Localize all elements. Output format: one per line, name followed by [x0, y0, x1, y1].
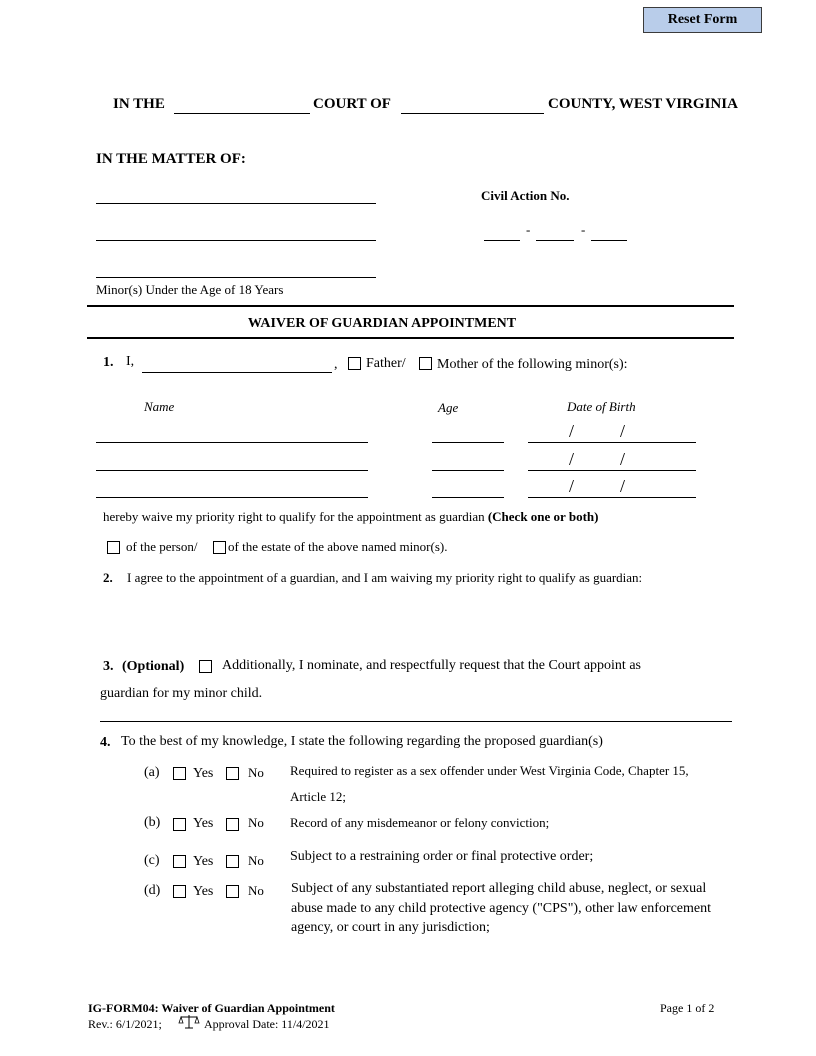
matter-label: IN THE MATTER OF: — [96, 151, 246, 167]
s1-i: I, — [126, 354, 135, 369]
item-d-no-label: No — [248, 883, 264, 898]
item-b-yes-label: Yes — [193, 816, 214, 831]
row1-age-field[interactable] — [432, 442, 504, 443]
item-b-text-1: Record of any misdemeanor or felony conviction; — [290, 815, 550, 830]
item-a-yes-label: Yes — [193, 766, 214, 781]
civil-action-field-3[interactable] — [591, 240, 627, 241]
page-title: WAIVER OF GUARDIAN APPOINTMENT — [247, 316, 517, 331]
estate-checkbox[interactable] — [213, 541, 226, 554]
item-a-no-label: No — [248, 765, 264, 780]
row1-dob-slash-1: / — [569, 421, 575, 441]
row2-name-field[interactable] — [96, 470, 368, 471]
waive-statement: hereby waive my priority right to qualify for the appointment as guardian — [103, 509, 485, 524]
item-c-no-label: No — [248, 853, 264, 868]
item-b-no-checkbox[interactable] — [226, 818, 239, 831]
minor-name-field-2[interactable] — [96, 240, 376, 241]
nominate-checkbox[interactable] — [199, 660, 212, 673]
footer-form-id: IG-FORM04: Waiver of Guardian Appointment — [88, 1001, 335, 1015]
scales-icon — [178, 1014, 200, 1030]
row2-dob-slash-1: / — [569, 449, 575, 469]
court-name-field[interactable] — [174, 113, 310, 114]
row2-dob-field[interactable] — [528, 470, 696, 471]
item-b-yes-checkbox[interactable] — [173, 818, 186, 831]
item-d-text-1: Subject of any substantiated report alleging child abuse, neglect, or sexual — [291, 881, 707, 896]
item-c-no-checkbox[interactable] — [226, 855, 239, 868]
item-a-yes-checkbox[interactable] — [173, 767, 186, 780]
mother-checkbox[interactable] — [419, 357, 432, 370]
s3-number: 3. — [103, 659, 114, 674]
footer-rev: Rev.: 6/1/2021; — [88, 1017, 162, 1031]
row3-dob-slash-2: / — [620, 476, 626, 496]
title-rule-bottom — [87, 337, 734, 339]
minor-name-field-3[interactable] — [96, 277, 376, 278]
item-a-label: (a) — [144, 765, 160, 780]
minors-caption: Minor(s) Under the Age of 18 Years — [96, 282, 284, 297]
caption-county: COUNTY, WEST VIRGINIA — [548, 96, 738, 112]
s4-text: To the best of my knowledge, I state the following regarding the proposed guardian(s) — [121, 734, 603, 749]
title-rule-top — [87, 305, 734, 307]
reset-form-button[interactable]: Reset Form — [643, 7, 762, 33]
waive-text — [103, 509, 598, 525]
item-c-yes-checkbox[interactable] — [173, 855, 186, 868]
row1-name-field[interactable] — [96, 442, 368, 443]
county-name-field[interactable] — [401, 113, 544, 114]
item-d-label: (d) — [144, 883, 161, 898]
item-a-text-2: Article 12; — [290, 789, 346, 804]
estate-label: of the estate of the above named minor(s). — [228, 539, 448, 554]
row2-age-field[interactable] — [432, 470, 504, 471]
item-d-text-3: agency, or court in any jurisdiction; — [291, 920, 490, 935]
row3-dob-field[interactable] — [528, 497, 696, 498]
caption-court-of: COURT OF — [313, 96, 391, 112]
civil-dash-2: - — [581, 222, 586, 237]
item-a-text-1: Required to register as a sex offender under West Virginia Code, Chapter 15, — [290, 763, 689, 778]
row3-dob-slash-1: / — [569, 476, 575, 496]
col-dob-header: Date of Birth — [567, 399, 636, 414]
mother-label: Mother of the following minor(s): — [437, 357, 628, 372]
s2-text: I agree to the appointment of a guardian, and I am waiving my priority right to qualify as guardian: — [127, 570, 643, 585]
s3-optional: (Optional) — [122, 659, 185, 674]
person-checkbox[interactable] — [107, 541, 120, 554]
footer-page: Page 1 of 2 — [660, 1001, 715, 1015]
father-label: Father/ — [366, 356, 406, 371]
father-checkbox[interactable] — [348, 357, 361, 370]
item-d-yes-checkbox[interactable] — [173, 885, 186, 898]
minor-name-field-1[interactable] — [96, 203, 376, 204]
parent-name-field[interactable] — [142, 372, 332, 373]
s2-number: 2. — [103, 570, 113, 585]
item-b-no-label: No — [248, 815, 264, 830]
s1-number: 1. — [103, 355, 114, 370]
s3-text-2: guardian for my minor child. — [100, 686, 263, 701]
caption-in-the: IN THE — [113, 96, 165, 112]
item-c-yes-label: Yes — [193, 854, 214, 869]
footer-approval: Approval Date: 11/4/2021 — [204, 1017, 330, 1031]
item-c-label: (c) — [144, 853, 160, 868]
row3-age-field[interactable] — [432, 497, 504, 498]
civil-action-field-2[interactable] — [536, 240, 574, 241]
nominee-name-field[interactable] — [100, 721, 732, 722]
row1-dob-slash-2: / — [620, 421, 626, 441]
row2-dob-slash-2: / — [620, 449, 626, 469]
item-d-text-2: abuse made to any child protective agency ("CPS"), other law enforcement — [291, 901, 712, 916]
civil-dash-1: - — [526, 222, 531, 237]
item-c-text-1: Subject to a restraining order or final protective order; — [290, 849, 594, 864]
civil-action-field-1[interactable] — [484, 240, 520, 241]
s3-text: Additionally, I nominate, and respectfully request that the Court appoint as — [222, 658, 641, 673]
row1-dob-field[interactable] — [528, 442, 696, 443]
item-b-label: (b) — [144, 815, 161, 830]
item-d-no-checkbox[interactable] — [226, 885, 239, 898]
civil-action-label: Civil Action No. — [481, 188, 570, 203]
s1-comma: , — [334, 357, 338, 372]
col-age-header: Age — [438, 400, 459, 415]
person-label: of the person/ — [126, 539, 198, 554]
item-d-yes-label: Yes — [193, 884, 214, 899]
check-note: (Check one or both) — [487, 509, 599, 524]
s4-number: 4. — [100, 735, 111, 750]
row3-name-field[interactable] — [96, 497, 368, 498]
item-a-no-checkbox[interactable] — [226, 767, 239, 780]
col-name-header: Name — [144, 399, 175, 414]
